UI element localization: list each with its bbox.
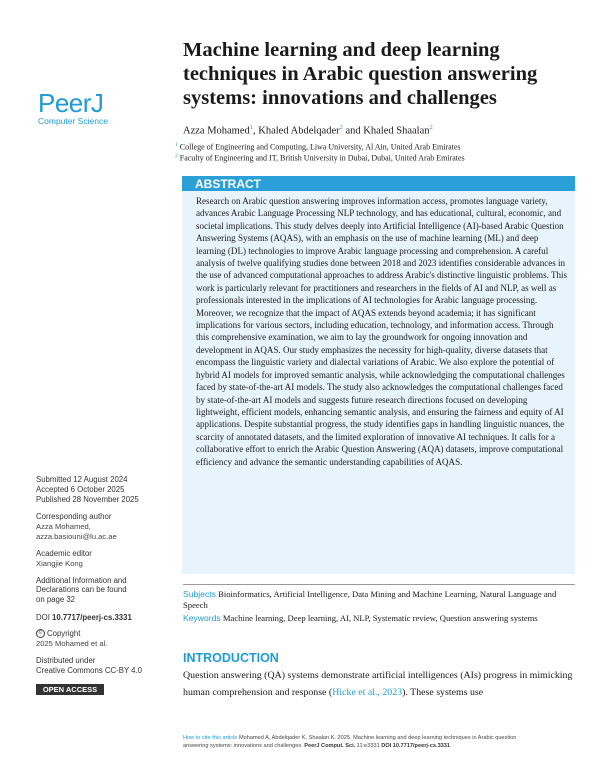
corresponding-author-name: Azza Mohamed, [36,522,91,531]
affiliation-number: 2 [175,153,178,159]
keywords-divider [183,584,575,585]
published-date: Published 28 November 2025 [36,495,139,504]
copyright-icon: © [36,629,45,638]
subjects-line [183,589,573,611]
abstract-text: Research on Arabic question answering improves information access, promotes language variety, advances Arabic Language Processing NLP technology, and has educational, cultural, economic, and societal implications. This study delves deeply into Artificial Intelligence (AI)-based Arabic Question Answering Systems (AQAS), with an emphasis on the use of machine learning (ML) and deep learning (DL) technologies to improve Arabic language processing and comprehension. A careful analysis of twelve qualifying studies done between 2018 and 2023 identifies considerable advances in the use of advanced computational approaches to address Arabic's distinctive linguistic problems. This work is particularly relevant for practitioners and researchers in the fields of AI and NLP, as well as professionals interested in the implications of AI technologies for Arabic language processing. Moreover, we recognize that the impact of AQAS extends beyond academia; it has significant implications for various sectors, including education, technology, and information access. Through this comprehensive examination, we aim to lay the groundwork for ongoing innovation and development in AQAS. Our study emphasizes the necessity for high-quality, diverse datasets that encompass the linguistic variety and dialectal variations of Arabic. We also explore the potential of hybrid AI models for improved semantic analysis, while acknowledging the computational challenges faced by state-of-the-art AI models. The study also acknowledges the computational challenges faced by state-of-the-art AI models and suggests future research directions focused on developing lightweight, efficient models, enhancing semantic analysis, and ensuring the fairness and equity of AI applications. Despite substantial progress, the study identifies gaps in handling linguistic nuances, the scarcity of annotated datasets, and the limited exploration of innovative AI techniques. It calls for a collaborative effort to enrich the Arabic Question Answering (AQA) datasets, improve computational efficiency and advance the semantic understanding capabilities of AQAS. [196,196,568,467]
doi-value[interactable]: 10.7717/peerj-cs.3331 [52,613,132,622]
logo-subtitle: Computer Science [38,116,108,126]
logo-wordmark: PeerJ [38,88,104,118]
citation-link[interactable]: Hicke et al., 2023 [332,686,403,698]
keywords-text: Machine learning, Deep learning, AI, NLP, Systematic review, Question answering systems [222,613,538,623]
author-separator: , [253,125,259,137]
corresponding-author-email[interactable]: azza.basiouni@lu.ac.ae [36,532,117,541]
doi-label: DOI [36,613,50,622]
copyright-holder: 2025 Mohamed et al. [36,639,108,648]
author-name: Khaled Shaalan [363,125,430,137]
submitted-date: Submitted 12 August 2024 [36,475,128,484]
abstract-heading: ABSTRACT [195,177,261,191]
accepted-date: Accepted 6 October 2025 [36,485,125,494]
open-access-badge: OPEN ACCESS [36,684,104,695]
footer-text: 11:e3331 [355,742,382,749]
academic-editor-label: Academic editor [36,549,92,558]
affiliation-marker: 1 [249,124,254,131]
footer-journal: PeerJ Comput. Sci. [304,742,356,749]
affiliation-number: 1 [175,142,178,148]
subjects-text: Bioinformatics, Artificial Intelligence, Data Mining and Machine Learning, Natural Language and Speech [183,589,557,610]
peerj-logo [38,90,128,126]
intro-text-part: ). These systems use [402,686,484,698]
license-line-2[interactable]: Creative Commons CC-BY 4.0 [36,666,143,675]
author-name: Khaled Abdelqader [258,125,340,137]
footer-text: Mohamed A, Abdelqader K, Shaalan K. 2025. Machine learning and deep learning techniques in Arabic question [237,735,517,741]
intro-text-part: Question answering (QA) systems demonstrate artificial intelligences (AIs) progress in mimicking human comprehension and response ( [183,670,573,698]
footer-doi[interactable]: DOI 10.7717/peerj-cs.3331 [381,742,451,749]
footer-text: answering systems: innovations and challenges. [183,742,305,749]
author-list [183,121,573,138]
citation-footer [183,735,578,750]
academic-editor-name: Xiangjie Kong [36,559,83,568]
corresponding-author-label: Corresponding author [36,512,112,521]
license-line-1: Distributed under [36,656,96,665]
affiliation-text: Faculty of Engineering and IT, British University in Dubai, Dubai, United Arab Emirates [179,153,465,163]
paper-title: Machine learning and deep learning techniques in Arabic question answering systems: innovations and challenges [183,39,538,109]
author-name: Azza Mohamed [183,125,250,137]
footer-label: How to cite this article [183,735,238,741]
copyright-line [36,629,166,638]
affiliation-text: College of Engineering and Computing, Liwa University, Al Ain, United Arab Emirates [179,142,461,152]
subjects-label: Subjects [183,589,216,599]
affiliation-2 [175,151,575,164]
introduction-heading: INTRODUCTION [183,651,279,665]
author-separator: and [342,125,364,137]
keywords-line [183,613,573,624]
keywords-label: Keywords [183,613,221,623]
doi-line [36,613,166,622]
introduction-text [183,668,575,701]
affiliation-marker: 2 [429,124,433,131]
affiliation-marker: 2 [339,124,343,131]
copyright-label: Copyright [47,629,81,638]
additional-information[interactable]: Additional Information and Declarations can be found on page 32 [36,576,127,604]
